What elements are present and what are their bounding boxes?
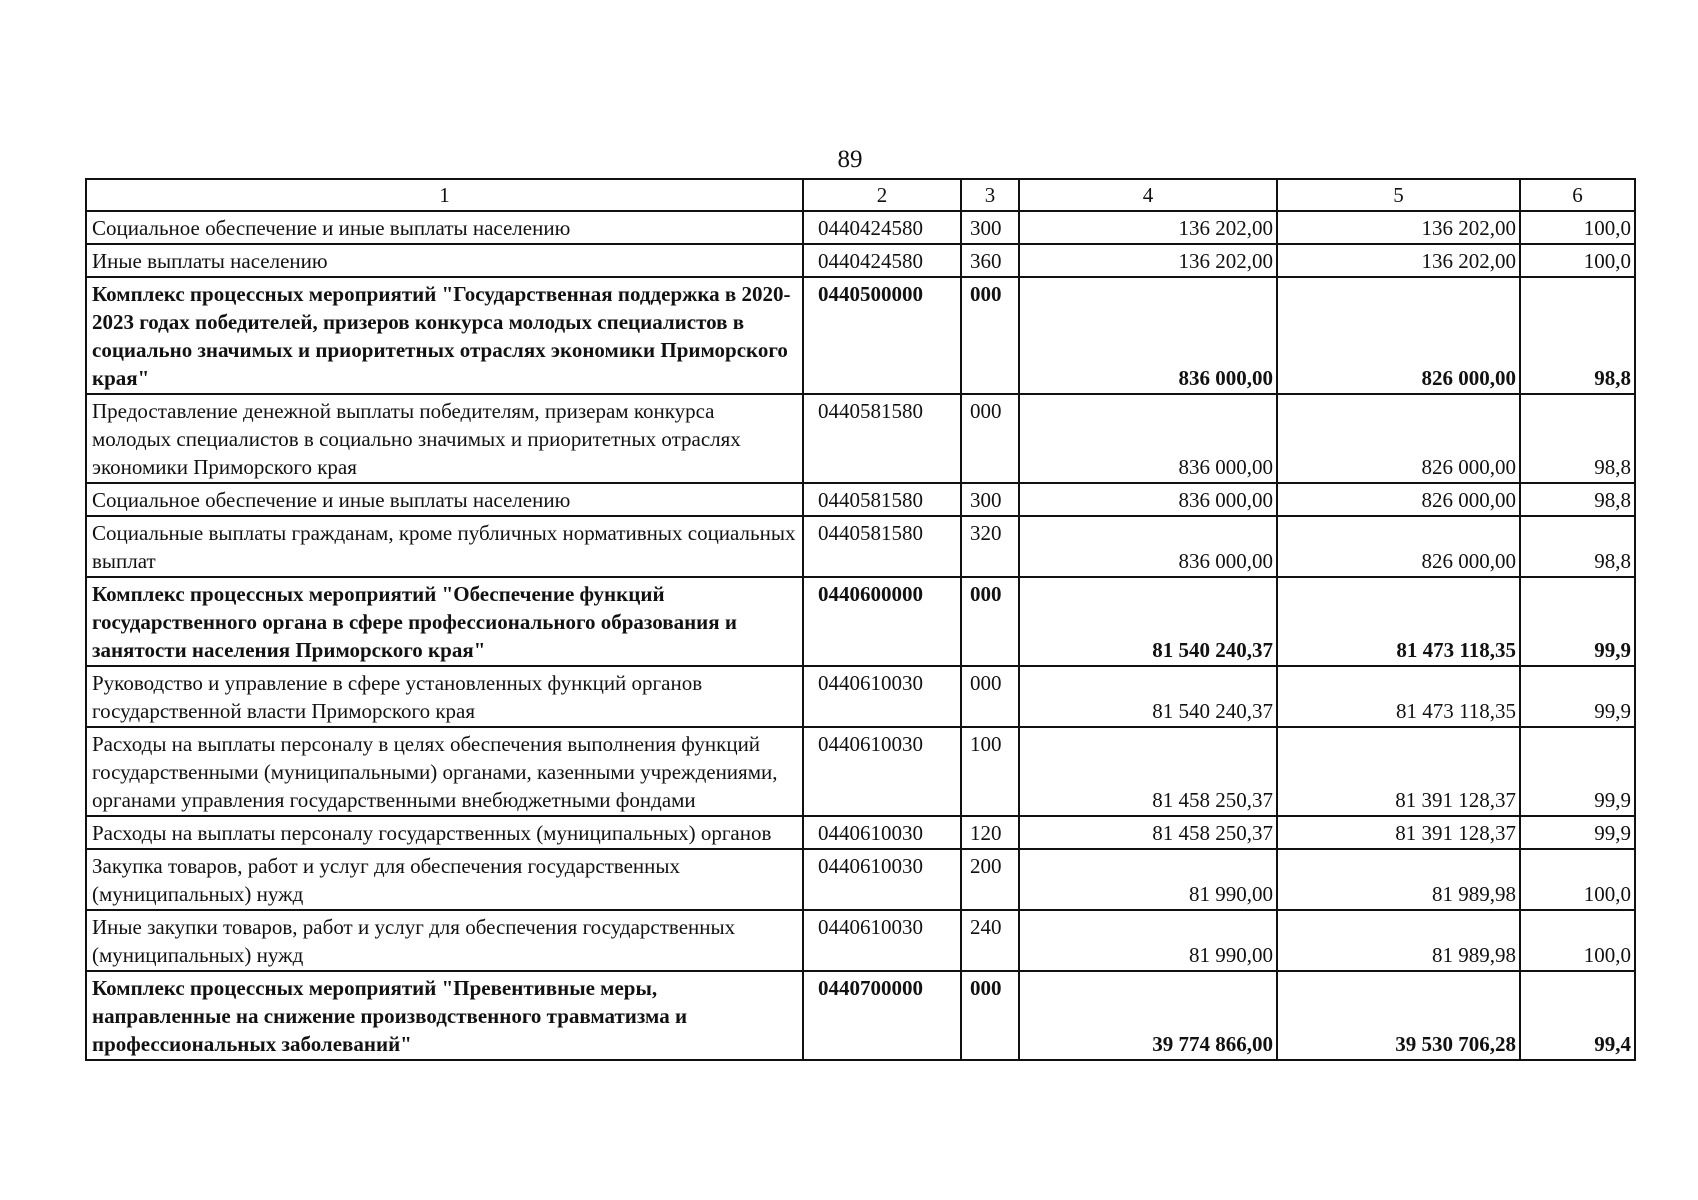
table-row [86,211,1635,244]
row-fact-cell: 81 989,98 [1277,910,1520,971]
row-name-cell: Иные закупки товаров, работ и услуг для обеспечения государственных (муниципальных) нужд [86,910,803,971]
row-percent-cell: 99,9 [1520,727,1635,816]
column-header-5: 5 [1277,179,1520,211]
row-name-cell: Предоставление денежной выплаты победителям, призерам конкурса молодых специалистов в социально значимых и приоритетных отраслях экономики Приморского края [86,394,803,483]
row-fact-cell: 81 391 128,37 [1277,727,1520,816]
row-kvr-cell: 000 [961,577,1019,666]
row-plan-cell: 81 540 240,37 [1019,666,1277,727]
column-header-1: 1 [86,179,803,211]
row-percent-cell: 98,8 [1520,483,1635,516]
row-plan-cell: 836 000,00 [1019,394,1277,483]
row-code-cell: 0440610030 [803,816,961,849]
row-name-cell: Руководство и управление в сфере установленных функций органов государственной власти Приморского края [86,666,803,727]
row-code-cell: 0440610030 [803,849,961,910]
budget-table [85,178,1636,1061]
row-name-cell: Социальные выплаты гражданам, кроме публичных нормативных социальных выплат [86,516,803,577]
table-row [86,816,1635,849]
row-code-cell: 0440424580 [803,211,961,244]
row-name-cell: Комплекс процессных мероприятий "Государственная поддержка в 2020-2023 годах победителей, призеров конкурса молодых специалистов в социально значимых и приоритетных отраслях экономики Приморского края" [86,277,803,394]
table-row [86,849,1635,910]
table-row [86,244,1635,277]
row-code-cell: 0440424580 [803,244,961,277]
row-plan-cell: 136 202,00 [1019,244,1277,277]
column-header-3: 3 [961,179,1019,211]
row-code-cell: 0440610030 [803,727,961,816]
row-fact-cell: 39 530 706,28 [1277,971,1520,1060]
table-row [86,516,1635,577]
row-code-cell: 0440610030 [803,910,961,971]
table-row [86,577,1635,666]
row-plan-cell: 81 990,00 [1019,910,1277,971]
row-plan-cell: 81 540 240,37 [1019,577,1277,666]
row-name-cell: Комплекс процессных мероприятий "Превентивные меры, направленные на снижение производственного травматизма и профессиональных заболеваний" [86,971,803,1060]
row-code-cell: 0440581580 [803,394,961,483]
row-name-cell: Социальное обеспечение и иные выплаты населению [86,483,803,516]
row-code-cell: 0440581580 [803,516,961,577]
row-percent-cell: 100,0 [1520,849,1635,910]
row-plan-cell: 81 990,00 [1019,849,1277,910]
row-name-cell: Закупка товаров, работ и услуг для обеспечения государственных (муниципальных) нужд [86,849,803,910]
row-percent-cell: 100,0 [1520,910,1635,971]
table-body [86,211,1635,1060]
row-kvr-cell: 320 [961,516,1019,577]
row-fact-cell: 136 202,00 [1277,211,1520,244]
row-code-cell: 0440700000 [803,971,961,1060]
row-kvr-cell: 000 [961,971,1019,1060]
row-kvr-cell: 000 [961,277,1019,394]
page-number: 89 [837,146,863,173]
row-plan-cell: 81 458 250,37 [1019,727,1277,816]
row-fact-cell: 826 000,00 [1277,277,1520,394]
row-kvr-cell: 240 [961,910,1019,971]
row-fact-cell: 826 000,00 [1277,516,1520,577]
table-row [86,483,1635,516]
row-percent-cell: 99,9 [1520,577,1635,666]
row-percent-cell: 98,8 [1520,516,1635,577]
table-row [86,394,1635,483]
row-fact-cell: 81 473 118,35 [1277,666,1520,727]
column-header-6: 6 [1520,179,1635,211]
row-name-cell: Расходы на выплаты персоналу в целях обеспечения выполнения функций государственными (муниципальными) органами, казенными учреждениями, органами управления государственными внебюджетными фондами [86,727,803,816]
row-kvr-cell: 120 [961,816,1019,849]
row-name-cell: Расходы на выплаты персоналу государственных (муниципальных) органов [86,816,803,849]
row-plan-cell: 836 000,00 [1019,483,1277,516]
row-plan-cell: 136 202,00 [1019,211,1277,244]
row-percent-cell: 99,9 [1520,816,1635,849]
row-name-cell: Комплекс процессных мероприятий "Обеспечение функций государственного органа в сфере профессионального образования и занятости населения Приморского края" [86,577,803,666]
row-fact-cell: 81 391 128,37 [1277,816,1520,849]
row-plan-cell: 81 458 250,37 [1019,816,1277,849]
row-fact-cell: 826 000,00 [1277,483,1520,516]
row-plan-cell: 836 000,00 [1019,277,1277,394]
row-kvr-cell: 360 [961,244,1019,277]
row-kvr-cell: 000 [961,666,1019,727]
row-fact-cell: 81 473 118,35 [1277,577,1520,666]
row-plan-cell: 39 774 866,00 [1019,971,1277,1060]
row-code-cell: 0440610030 [803,666,961,727]
row-name-cell: Социальное обеспечение и иные выплаты населению [86,211,803,244]
table-row [86,277,1635,394]
row-code-cell: 0440581580 [803,483,961,516]
row-kvr-cell: 300 [961,483,1019,516]
row-kvr-cell: 200 [961,849,1019,910]
row-code-cell: 0440500000 [803,277,961,394]
column-header-2: 2 [803,179,961,211]
table-row [86,727,1635,816]
row-kvr-cell: 300 [961,211,1019,244]
column-header-4: 4 [1019,179,1277,211]
table-row [86,910,1635,971]
row-code-cell: 0440600000 [803,577,961,666]
table-row [86,666,1635,727]
row-percent-cell: 99,4 [1520,971,1635,1060]
row-percent-cell: 100,0 [1520,211,1635,244]
row-kvr-cell: 100 [961,727,1019,816]
row-percent-cell: 98,8 [1520,394,1635,483]
table-header-row [86,179,1635,211]
row-fact-cell: 136 202,00 [1277,244,1520,277]
row-percent-cell: 98,8 [1520,277,1635,394]
row-percent-cell: 99,9 [1520,666,1635,727]
row-percent-cell: 100,0 [1520,244,1635,277]
table-row [86,971,1635,1060]
row-name-cell: Иные выплаты населению [86,244,803,277]
row-fact-cell: 81 989,98 [1277,849,1520,910]
row-fact-cell: 826 000,00 [1277,394,1520,483]
row-plan-cell: 836 000,00 [1019,516,1277,577]
row-kvr-cell: 000 [961,394,1019,483]
